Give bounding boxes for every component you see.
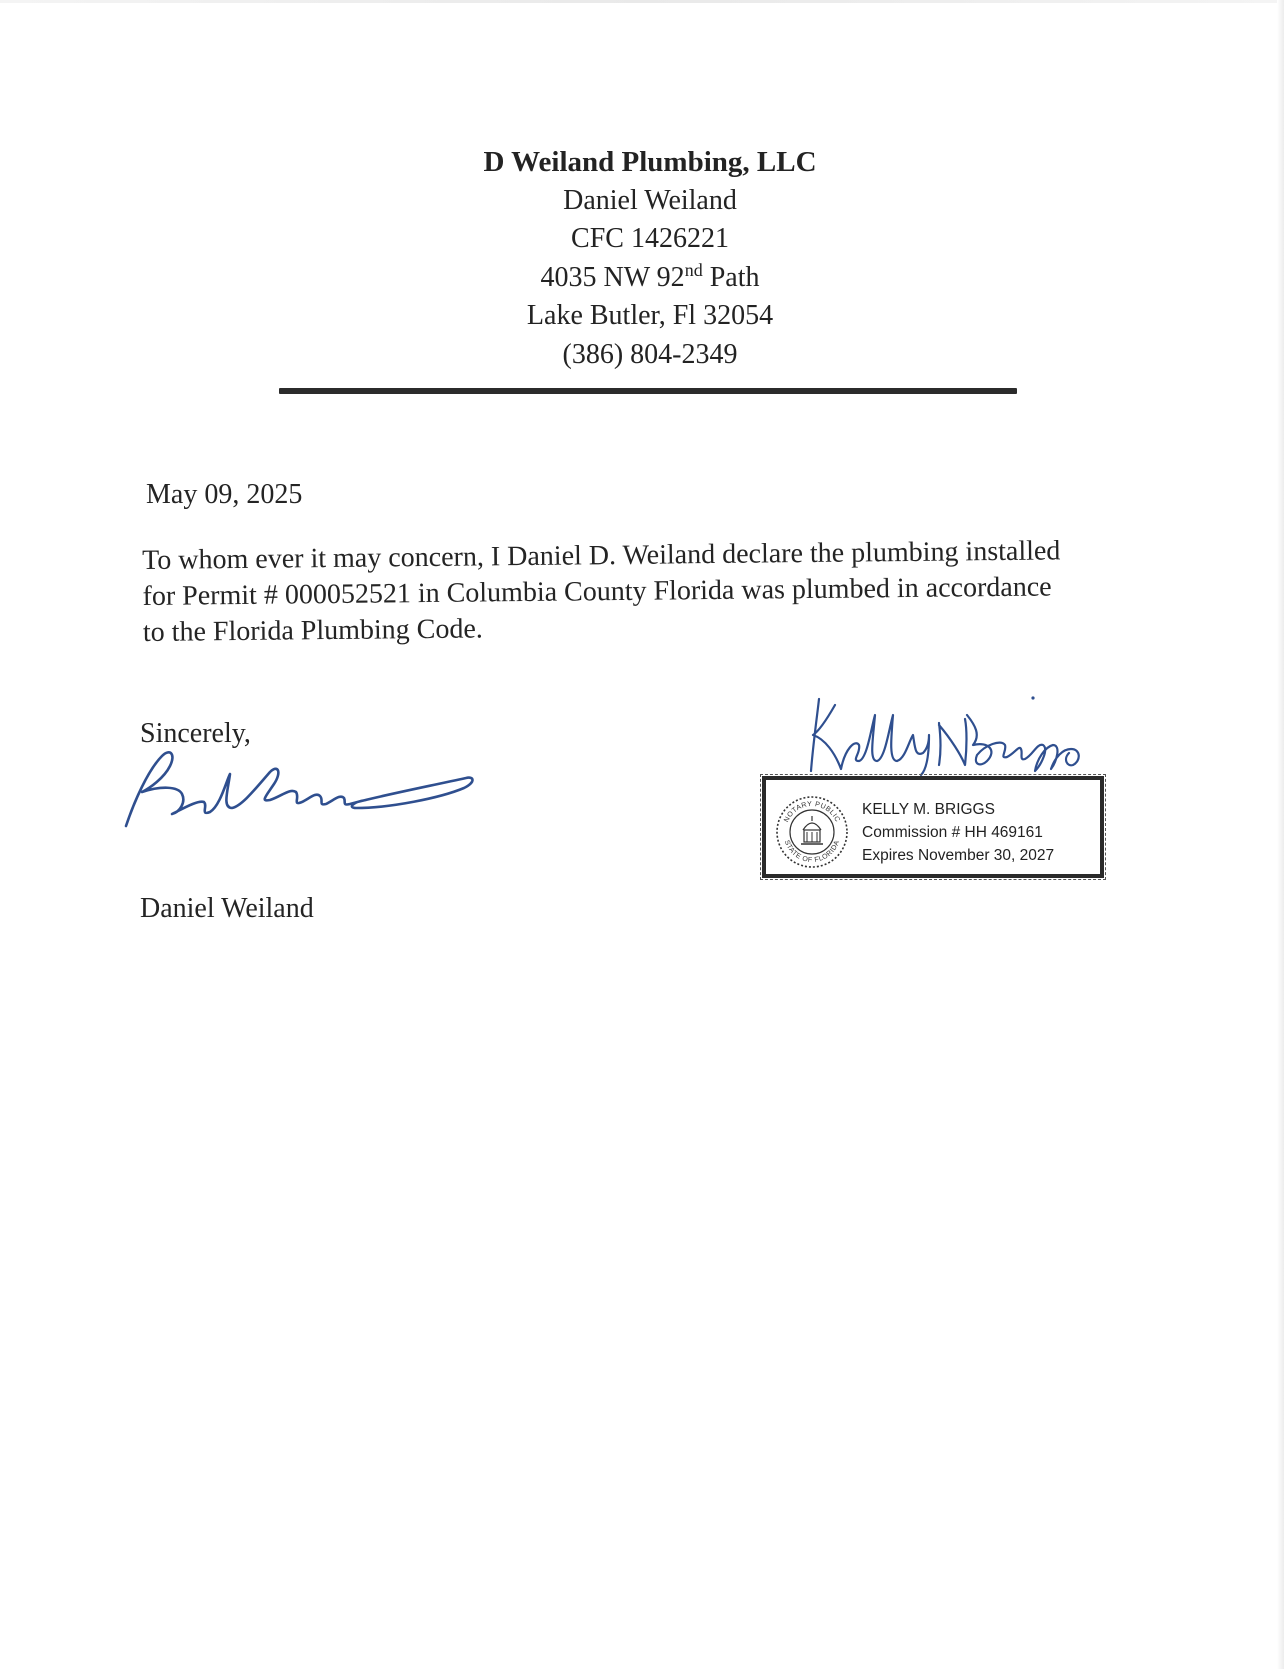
phone-number: (386) 804-2349 [562,338,738,370]
notary-expiration: Expires November 30, 2027 [862,847,1055,864]
body-line: to the Florida Plumbing Code. [142,613,483,648]
street-name: Path [702,261,760,293]
license-number: CFC 1426221 [571,223,729,254]
letterhead-divider [279,388,1017,394]
letterhead [350,143,950,374]
notary-stamp [762,776,1104,878]
page-right-edge [1277,0,1284,1669]
city-state-zip: Lake Butler, Fl 32054 [526,300,774,331]
closing: Sincerely, [140,718,251,749]
street-number: 4035 NW 92 [540,261,685,293]
letter-date: May 09, 2025 [146,479,303,510]
notary-signature [805,695,1095,777]
ordinal-suffix: nd [684,259,703,280]
page-top-edge [0,0,1284,3]
notary-name: KELLY M. BRIGGS [862,801,995,818]
street-address [350,259,950,298]
notary-seal-icon [774,794,850,870]
company-name: D Weiland Plumbing, LLC [483,146,817,178]
body-line: for Permit # 000052521 in Columbia County Florida was plumbed in accordance [142,571,1052,612]
notary-commission: Commission # HH 469161 [862,824,1043,841]
seal-top-text: NOTARY PUBLIC [783,800,841,824]
signer-name: Daniel Weiland [140,893,314,924]
seal-bottom-text: STATE OF FLORIDA [782,839,842,865]
letter-body [142,532,1163,651]
handwritten-signature [120,742,480,832]
owner-name: Daniel Weiland [563,184,737,216]
body-line: To whom ever it may concern, I Daniel D. Weiland declare the plumbing installed [142,535,1061,576]
notary-details [862,798,1054,867]
